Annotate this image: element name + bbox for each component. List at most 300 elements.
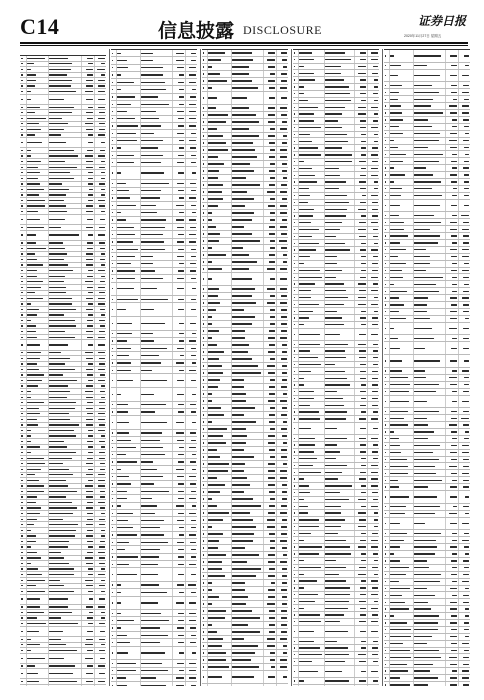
table-row (202, 273, 288, 286)
table-cell (117, 459, 141, 465)
table-cell (82, 133, 94, 138)
text-line (294, 641, 296, 642)
text-line (203, 470, 205, 471)
table-cell (368, 118, 379, 124)
table-cell (27, 450, 49, 455)
text-line (299, 222, 311, 223)
table-cell (299, 111, 325, 117)
table-cell (368, 172, 379, 178)
text-line (294, 66, 296, 67)
table-cell (299, 524, 325, 530)
text-line (268, 484, 275, 485)
text-line (99, 331, 106, 332)
table-cell (277, 370, 288, 376)
text-line (270, 407, 275, 408)
text-line (27, 314, 36, 315)
table-cell (355, 98, 367, 104)
text-line (360, 86, 366, 87)
text-line (371, 506, 378, 507)
table-cell (173, 568, 185, 581)
text-line (282, 351, 287, 352)
text-line (361, 100, 366, 101)
text-line (203, 97, 205, 98)
text-line (99, 227, 106, 228)
table-cell (27, 589, 49, 594)
text-line (178, 172, 184, 173)
text-line (203, 589, 205, 590)
text-line (294, 229, 296, 230)
text-line (27, 123, 39, 124)
text-line (49, 227, 61, 228)
text-line (208, 233, 220, 234)
table-cell (232, 629, 264, 635)
table-cell (368, 104, 379, 110)
text-line (299, 647, 320, 648)
table-cell (95, 67, 106, 72)
text-line (294, 526, 296, 527)
table-cell (368, 57, 379, 63)
table-cell (325, 261, 356, 267)
text-line (98, 287, 106, 288)
text-line (361, 311, 366, 312)
table-cell (27, 439, 49, 444)
text-line (190, 227, 196, 228)
text-line (203, 393, 205, 394)
table-cell (299, 220, 325, 226)
table-cell (27, 567, 49, 572)
table-cell (325, 612, 356, 618)
table-cell (82, 389, 94, 394)
table-cell (208, 238, 232, 244)
table-cell (20, 572, 27, 577)
table-row (202, 475, 288, 482)
table-cell (277, 50, 288, 56)
table-cell (368, 322, 379, 328)
table-cell (20, 395, 27, 400)
table-row (293, 652, 379, 659)
table-cell (355, 678, 367, 684)
table-cell (27, 127, 49, 132)
text-line (190, 542, 197, 543)
text-line (280, 226, 288, 227)
table-cell (368, 138, 379, 144)
table-cell (141, 94, 173, 100)
table-cell (49, 62, 82, 67)
table-cell (95, 95, 106, 104)
text-line (294, 283, 296, 284)
table-cell (27, 412, 49, 417)
table-cell (299, 544, 325, 550)
text-line (299, 391, 314, 392)
table-cell (186, 65, 197, 71)
text-line (203, 561, 205, 562)
text-line (117, 677, 126, 678)
text-line (325, 411, 347, 412)
text-line (374, 526, 379, 527)
table-cell (186, 582, 197, 588)
text-line (192, 505, 197, 506)
table-cell (232, 468, 264, 474)
table-cell (325, 234, 356, 240)
table-cell (82, 138, 94, 147)
table-cell (173, 546, 185, 552)
text-line (299, 134, 310, 135)
text-line (112, 520, 114, 521)
table-cell (264, 266, 276, 272)
text-line (299, 188, 309, 189)
text-line (177, 133, 184, 134)
table-cell (20, 313, 27, 318)
text-line (358, 654, 366, 655)
table-cell (27, 335, 49, 340)
text-line (203, 407, 205, 408)
text-line (267, 59, 275, 60)
table-cell (299, 186, 325, 192)
text-line (280, 561, 288, 562)
text-line (208, 184, 222, 185)
table-cell (20, 439, 27, 444)
text-line (358, 283, 366, 284)
table-cell (27, 73, 49, 78)
text-line (21, 623, 23, 624)
table-cell (186, 660, 197, 666)
text-line (299, 304, 318, 305)
text-line (371, 249, 379, 250)
text-line (21, 441, 23, 442)
text-line (189, 340, 196, 341)
table-cell (20, 669, 27, 678)
table-cell (186, 430, 197, 436)
table-cell (325, 98, 356, 104)
text-line (192, 212, 197, 213)
text-line (141, 340, 154, 341)
table-cell (208, 636, 232, 642)
text-line (112, 542, 114, 543)
text-line (100, 541, 106, 542)
text-line (192, 652, 197, 653)
text-line (294, 546, 296, 547)
table-cell (141, 159, 173, 165)
table-cell (277, 454, 288, 460)
text-line (203, 114, 205, 115)
table-cell (299, 619, 325, 625)
text-line (141, 53, 152, 54)
text-line (141, 642, 160, 643)
text-line (359, 350, 366, 351)
table-cell (355, 50, 367, 56)
text-line (203, 540, 205, 541)
table-cell (264, 643, 276, 649)
table-cell (232, 126, 264, 132)
table-cell (299, 666, 325, 678)
text-line (27, 259, 37, 260)
text-line (281, 624, 287, 625)
table-cell (186, 50, 197, 56)
table-cell (186, 180, 197, 186)
text-line (101, 568, 106, 569)
text-line (117, 549, 125, 550)
text-line (282, 365, 287, 366)
text-line (179, 323, 184, 324)
text-line (27, 270, 36, 271)
table-cell (20, 198, 27, 203)
text-line (374, 100, 379, 101)
table-row (202, 426, 288, 433)
text-line (49, 205, 66, 206)
text-line (141, 212, 156, 213)
table-cell (299, 57, 325, 63)
table-cell (355, 524, 367, 530)
text-line (232, 330, 245, 331)
table-cell (20, 148, 27, 153)
table-cell (82, 517, 94, 522)
table-cell (368, 605, 379, 611)
table-cell (95, 154, 106, 159)
table-cell (20, 73, 27, 78)
table-cell (27, 209, 49, 214)
text-line (299, 290, 311, 291)
table-cell (95, 461, 106, 466)
table-cell (368, 666, 379, 678)
table-cell (117, 352, 141, 358)
column-4 (293, 49, 379, 686)
text-line (85, 91, 93, 92)
table-cell (117, 546, 141, 552)
text-line (280, 666, 287, 667)
text-line (232, 554, 258, 555)
table-cell (27, 434, 49, 439)
table-cell (173, 374, 185, 387)
table-cell (355, 329, 367, 341)
table-cell (355, 469, 367, 475)
text-line (178, 491, 184, 492)
text-line (294, 391, 296, 392)
table-cell (186, 317, 197, 330)
text-line (179, 670, 184, 671)
text-line (373, 256, 378, 257)
text-line (21, 391, 23, 392)
text-line (177, 227, 184, 228)
table-cell (95, 89, 106, 94)
text-line (112, 227, 114, 228)
table-cell (82, 489, 94, 494)
table-cell (368, 469, 379, 475)
table-row (111, 554, 197, 561)
table-cell (355, 416, 367, 422)
table-cell (264, 391, 276, 397)
table-cell (368, 166, 379, 172)
text-line (371, 485, 378, 486)
text-line (299, 680, 303, 681)
text-line (117, 564, 129, 565)
text-line (21, 276, 23, 277)
table-cell (20, 517, 27, 522)
table-cell (355, 558, 367, 564)
table-cell (117, 188, 141, 194)
table-cell (20, 556, 27, 561)
table-cell (299, 537, 325, 543)
table-cell (95, 500, 106, 505)
text-line (299, 113, 314, 114)
text-line (269, 610, 275, 611)
table-cell (232, 245, 264, 251)
text-line (88, 270, 93, 271)
table-cell (208, 71, 232, 77)
text-line (189, 564, 196, 565)
table-cell (49, 307, 82, 312)
text-line (232, 80, 252, 81)
text-line (360, 391, 366, 392)
table-cell (49, 56, 82, 61)
table-cell (355, 247, 367, 253)
text-line (27, 519, 36, 520)
table-cell (277, 328, 288, 334)
text-line (112, 96, 114, 97)
text-line (299, 608, 303, 609)
text-line (99, 167, 105, 168)
table-cell (20, 324, 27, 329)
text-line (361, 671, 366, 672)
table-cell (264, 489, 276, 495)
table-cell (141, 416, 173, 429)
text-line (189, 82, 196, 83)
text-line (27, 681, 38, 682)
text-line (270, 316, 275, 317)
text-line (294, 270, 296, 271)
text-line (360, 378, 366, 379)
text-line (294, 451, 296, 452)
text-line (141, 234, 163, 235)
table-cell (368, 132, 379, 138)
table-cell (186, 231, 197, 237)
table-cell (20, 456, 27, 461)
table-cell (173, 510, 185, 516)
table-cell (277, 300, 288, 306)
table-cell (27, 539, 49, 544)
table-cell (82, 176, 94, 181)
table-cell (208, 133, 232, 139)
table-cell (173, 180, 185, 186)
table-cell (27, 95, 49, 104)
table-row (111, 352, 197, 359)
table-cell (20, 595, 27, 604)
text-line (325, 344, 347, 345)
text-line (372, 317, 379, 318)
text-line (373, 680, 378, 681)
table-cell (325, 402, 356, 408)
table-cell (299, 104, 325, 110)
text-line (325, 438, 347, 439)
text-line (294, 209, 296, 210)
table-cell (186, 409, 197, 415)
table-cell (82, 263, 94, 268)
text-line (294, 93, 296, 94)
text-line (371, 222, 379, 223)
text-line (98, 430, 105, 431)
text-line (374, 134, 379, 135)
text-line (49, 123, 68, 124)
table-cell (20, 616, 27, 621)
text-line (374, 188, 379, 189)
text-line (98, 118, 105, 119)
text-line (358, 574, 366, 575)
table-cell (49, 484, 82, 489)
table-row (111, 188, 197, 195)
table-cell (20, 209, 27, 214)
table-cell (20, 56, 27, 61)
text-line (203, 596, 205, 597)
table-cell (299, 416, 325, 422)
text-line (208, 421, 212, 422)
text-line (371, 621, 379, 622)
table-cell (264, 168, 276, 174)
table-cell (173, 101, 185, 107)
table-cell (117, 647, 141, 660)
table-cell (27, 165, 49, 170)
table-row (293, 517, 379, 524)
text-line (191, 309, 196, 310)
table-cell (264, 517, 276, 523)
text-line (232, 156, 257, 157)
text-line (117, 212, 121, 213)
table-cell (299, 322, 325, 328)
text-line (49, 112, 72, 113)
text-line (232, 610, 252, 611)
table-cell (82, 351, 94, 356)
text-line (294, 533, 296, 534)
table-cell (95, 567, 106, 572)
table-cell (49, 517, 82, 522)
table-cell (82, 506, 94, 511)
table-cell (49, 356, 82, 361)
text-line (87, 337, 93, 338)
table-row (293, 227, 379, 234)
text-line (372, 263, 378, 264)
table-cell (173, 345, 185, 351)
text-line (98, 298, 105, 299)
table-cell (208, 78, 232, 84)
text-line (299, 492, 310, 493)
table-cell (232, 664, 264, 670)
table-cell (277, 273, 288, 285)
table-cell (82, 324, 94, 329)
text-line (112, 642, 114, 643)
text-line (49, 167, 77, 168)
text-line (208, 97, 217, 98)
table-row (293, 234, 379, 241)
text-line (21, 259, 23, 260)
text-line (299, 661, 311, 662)
table-cell (27, 417, 49, 422)
text-line (49, 591, 73, 592)
text-line (282, 372, 288, 373)
text-line (112, 212, 114, 213)
text-line (208, 477, 217, 478)
table-cell (173, 597, 185, 610)
text-line (232, 393, 246, 394)
text-line (373, 350, 378, 351)
text-line (141, 564, 158, 565)
text-line (294, 398, 296, 399)
text-line (99, 524, 106, 525)
text-line (101, 314, 105, 315)
table-cell (299, 341, 325, 347)
table-row (293, 578, 379, 585)
text-line (192, 422, 197, 423)
table-row (20, 627, 106, 637)
text-line (100, 309, 105, 310)
text-line (176, 469, 184, 470)
